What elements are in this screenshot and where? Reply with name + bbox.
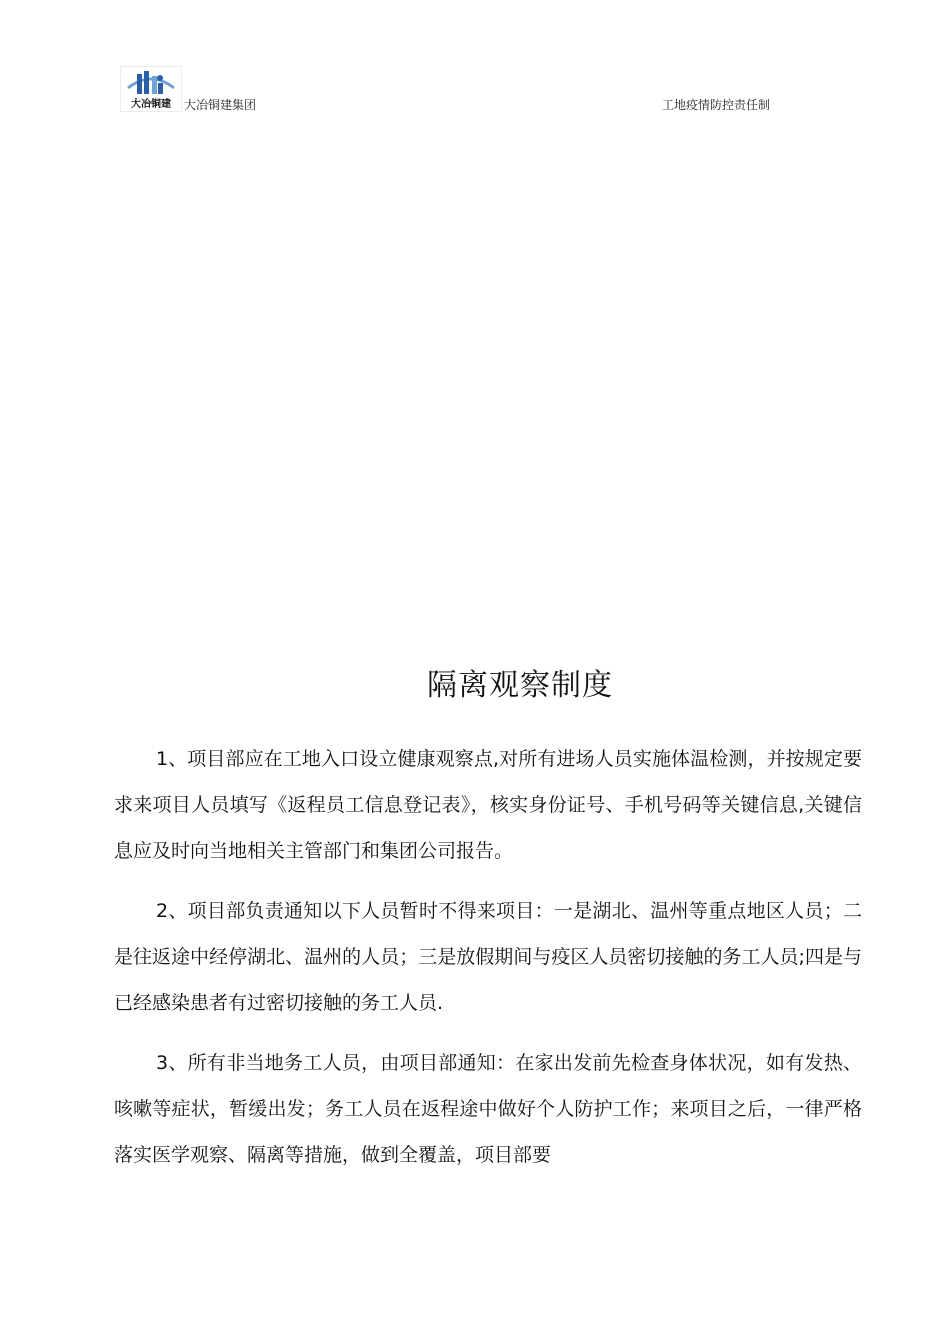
logo-icon	[120, 66, 182, 112]
company-name: 大冶铜建集团	[184, 98, 257, 112]
document-title: 隔离观察制度	[427, 668, 613, 703]
page-header	[120, 66, 810, 116]
paragraph-3: 3、所有非当地务工人员，由项目部通知：在家出发前先检查身体状况，如有发热、咳嗽等症状，暂缓出发；务工人员在返程途中做好个人防护工作；来项目之后，一律严格落实医学观察、隔离等措施，做到全覆盖，项目部要	[114, 1052, 862, 1166]
document-type: 工地疫情防控责任制	[661, 98, 770, 112]
logo-lettering: 大冶铜建	[131, 99, 171, 110]
document-body	[114, 736, 862, 1192]
paragraph-1: 1、项目部应在工地入口设立健康观察点,对所有进场人员实施体温检测，并按规定要求来项目人员填写《返程员工信息登记表》，核实身份证号、手机号码等关键信息,关键信息应及时向当地相关主管部门和集团公司报告。	[114, 748, 862, 862]
company-logo	[120, 66, 182, 112]
paragraph-2: 2、项目部负责通知以下人员暂时不得来项目：一是湖北、温州等重点地区人员；二是往返途中经停湖北、温州的人员；三是放假期间与疫区人员密切接触的务工人员;四是与已经感染患者有过密切接触的务工人员.	[114, 900, 862, 1014]
